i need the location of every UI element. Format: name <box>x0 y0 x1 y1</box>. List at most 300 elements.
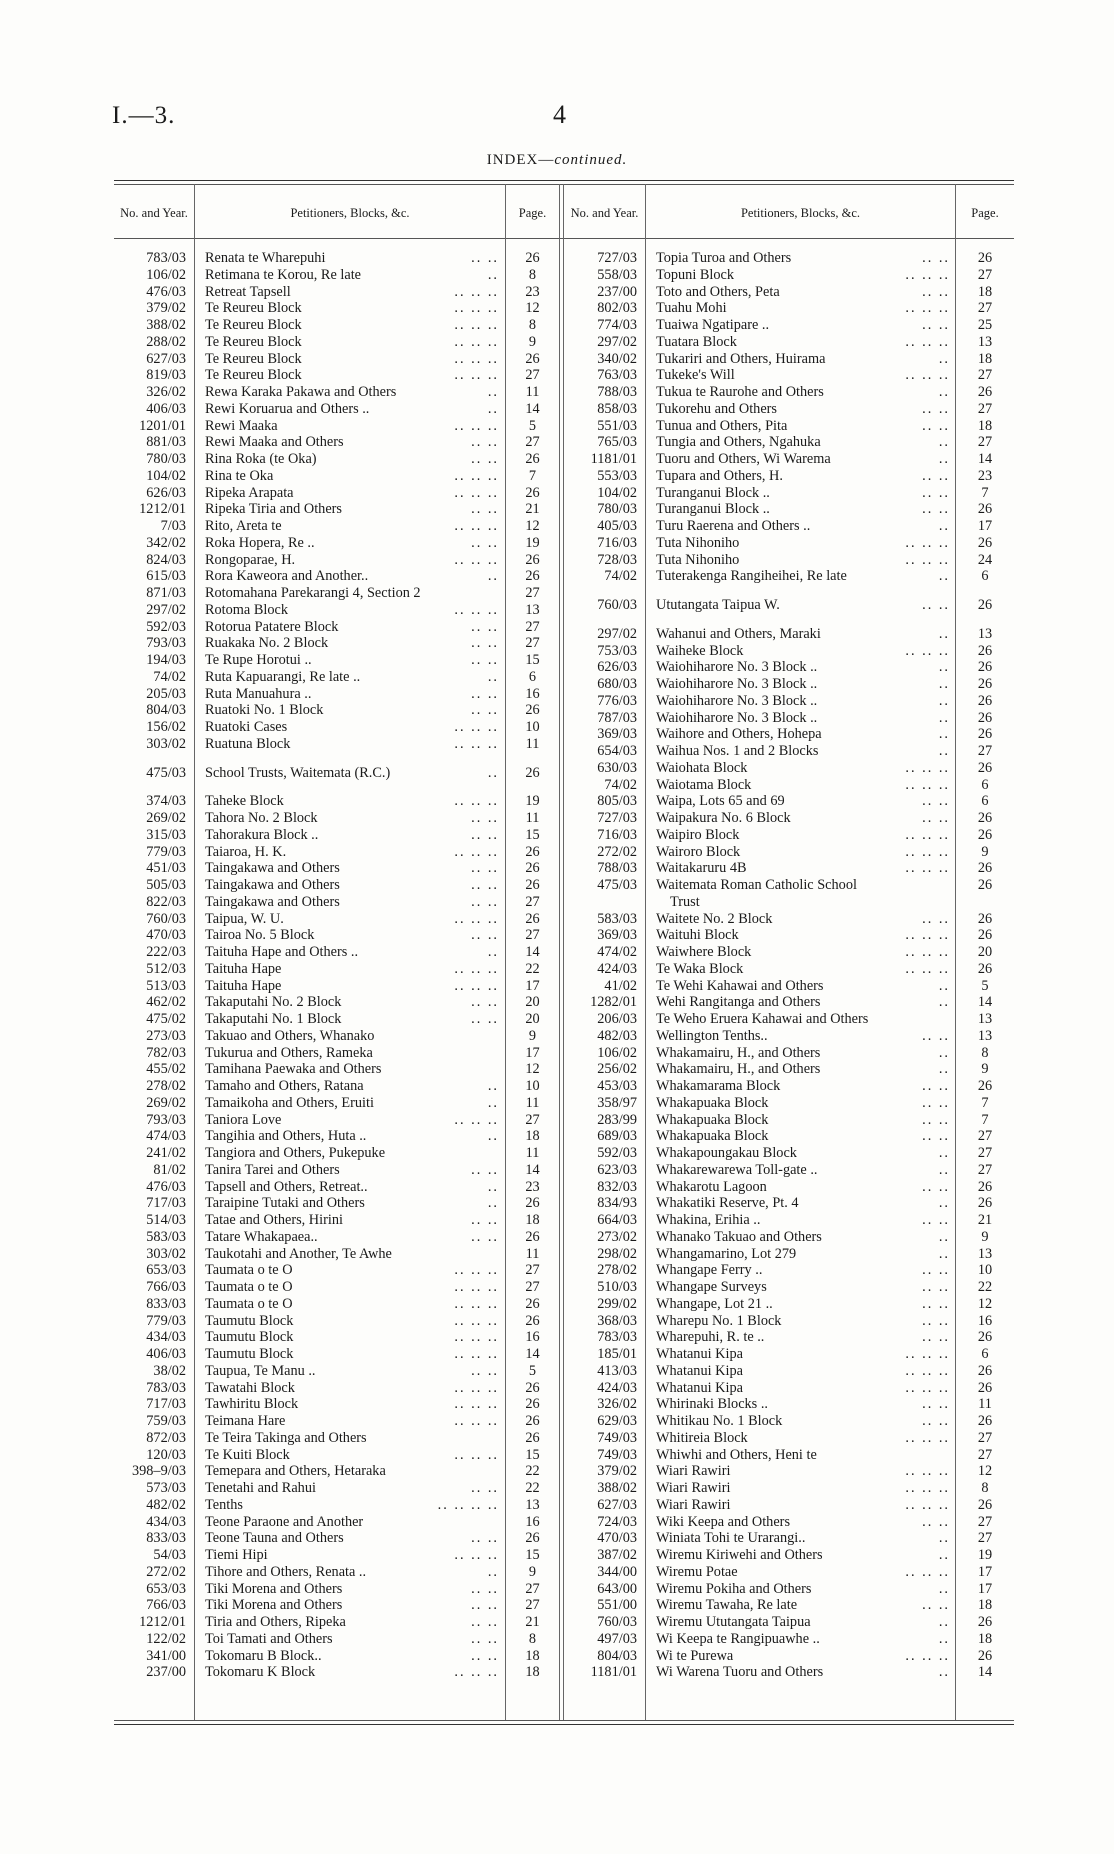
index-entry <box>564 1396 1014 1413</box>
entry-number: 344/00 <box>597 1563 637 1580</box>
entry-number: 341/00 <box>146 1647 186 1664</box>
entry-page: 17 <box>977 1580 993 1597</box>
entry-page: 26 <box>977 1413 993 1429</box>
leader-dots: .. .. .. <box>454 1379 499 1396</box>
entry-name: Te Weho Eruera Kahawai and Others <box>656 1011 869 1027</box>
entry-name: Taipua, W. U. <box>205 910 284 927</box>
entry-name: Taiaroa, H. K. <box>205 843 287 860</box>
entry-name: Ruakaka No. 2 Block <box>205 635 329 652</box>
entry-name: Wiremu Potae <box>656 1563 738 1580</box>
index-entry <box>564 1597 1014 1614</box>
leader-dots: .. .. <box>922 1262 950 1279</box>
entry-name: Te Waka Block <box>656 960 744 977</box>
entry-number: 340/02 <box>597 350 637 367</box>
leader-dots: .. <box>487 944 499 960</box>
entry-number: 120/03 <box>146 1446 186 1463</box>
entry-number: 74/02 <box>604 568 637 585</box>
leader-dots: .. .. .. <box>454 1547 499 1563</box>
index-entry <box>114 1011 559 1028</box>
leader-dots: .. .. <box>922 283 950 300</box>
entry-page: 18 <box>525 1664 540 1681</box>
entry-number: 727/03 <box>597 250 637 266</box>
entry-name: Whanako Takuao and Others <box>656 1228 822 1245</box>
entry-number: 765/03 <box>597 434 637 451</box>
entry-name: Waipiro Block <box>656 826 740 843</box>
leader-dots: .. .. <box>922 1178 950 1195</box>
entry-name: Waiheke Block <box>656 642 744 659</box>
leader-dots: .. <box>487 400 499 417</box>
entry-number: 627/03 <box>146 350 186 367</box>
header-petitioners-right: Petitioners, Blocks, &c. <box>740 206 861 220</box>
index-entry <box>564 597 1014 614</box>
entry-number: 782/03 <box>146 1044 186 1061</box>
index-entry <box>114 702 559 719</box>
index-entry <box>114 1028 559 1045</box>
entry-number: 629/03 <box>597 1413 637 1429</box>
entry-name: Tuaiwa Ngatipare .. <box>656 317 770 333</box>
leader-dots: .. .. .. <box>454 518 499 534</box>
leader-dots: .. .. .. <box>454 1396 499 1413</box>
entry-name: Waiohata Block <box>656 759 748 776</box>
index-entry <box>564 777 1014 794</box>
entry-page: 27 <box>525 367 540 384</box>
index-column-left <box>114 250 559 1681</box>
section-gap <box>564 614 1014 626</box>
entry-number: 106/02 <box>597 1044 637 1061</box>
index-entry <box>564 994 1014 1011</box>
entry-page: 7 <box>981 484 989 501</box>
entry-number: 104/02 <box>597 484 637 501</box>
entry-number: 278/02 <box>597 1262 637 1279</box>
index-entry <box>114 1447 559 1464</box>
entry-page: 26 <box>525 551 540 568</box>
index-entry <box>114 844 559 861</box>
entry-name: Whiwhi and Others, Heni te <box>656 1446 817 1463</box>
entry-name: Whakapuaka Block <box>656 1094 769 1111</box>
entry-name: Waituhi Block <box>656 927 739 944</box>
entry-name: Taingakawa and Others <box>205 877 340 893</box>
index-entry <box>114 1061 559 1078</box>
entry-name: Whangape Surveys <box>656 1279 767 1295</box>
entry-page: 5 <box>981 977 989 994</box>
entry-name: Ruatoki Cases <box>205 719 288 735</box>
index-entry <box>564 710 1014 727</box>
leader-dots: .. <box>938 692 950 709</box>
index-entry <box>564 1514 1014 1531</box>
entry-page: 5 <box>528 417 537 434</box>
title-continued: continued. <box>554 152 628 168</box>
index-entry <box>564 1246 1014 1263</box>
entry-page: 21 <box>525 1614 540 1630</box>
entry-name: Wi Keepa te Rangipuawhe .. <box>656 1630 820 1647</box>
leader-dots: .. <box>938 1664 950 1681</box>
index-entry <box>114 1547 559 1564</box>
entry-number: 434/03 <box>146 1513 186 1530</box>
entry-number: 1282/01 <box>590 994 637 1011</box>
entry-number: 475/02 <box>146 1011 186 1027</box>
leader-dots: .. .. <box>922 501 950 518</box>
entry-number: 1212/01 <box>139 1614 186 1630</box>
entry-name: Te Reureu Block <box>205 333 302 350</box>
index-entry <box>564 284 1014 301</box>
entry-page: 26 <box>525 1295 540 1312</box>
entry-number: 783/03 <box>146 1379 186 1396</box>
entry-page: 26 <box>525 1312 540 1329</box>
entry-page: 26 <box>525 877 540 893</box>
index-entry <box>564 1430 1014 1447</box>
entry-name: Tatare Whakapaea.. <box>205 1228 318 1245</box>
index-entry <box>114 585 559 602</box>
entry-page: 7 <box>528 467 537 484</box>
index-entry <box>114 501 559 518</box>
index-entry <box>114 434 559 451</box>
leader-dots: .. .. .. .. <box>437 1496 499 1513</box>
entry-number: 315/03 <box>146 826 186 843</box>
entry-number: 54/03 <box>153 1547 186 1563</box>
index-entry <box>114 765 559 782</box>
entry-number: 766/03 <box>146 1597 186 1614</box>
entry-number: 627/03 <box>597 1496 637 1513</box>
entry-name: Taingakawa and Others <box>205 860 340 877</box>
entry-page: 6 <box>528 668 537 685</box>
entry-number: 724/03 <box>597 1513 637 1530</box>
leader-dots: .. .. <box>471 1161 499 1178</box>
leader-dots: .. .. <box>922 793 950 810</box>
header-petitioners-left: Petitioners, Blocks, &c. <box>290 206 410 220</box>
leader-dots: .. .. <box>922 484 950 501</box>
leader-dots: .. .. <box>471 702 499 719</box>
index-entry <box>564 1296 1014 1313</box>
index-entry <box>564 1313 1014 1330</box>
entry-name: Toto and Others, Peta <box>656 283 780 300</box>
entry-name: Rewi Maaka and Others <box>205 434 344 451</box>
leader-dots: .. .. <box>471 994 499 1011</box>
leader-dots: .. <box>938 434 950 451</box>
index-entry <box>564 367 1014 384</box>
entry-name: Whirinaki Blocks .. <box>656 1396 768 1413</box>
entry-number: 793/03 <box>146 635 186 652</box>
entry-page: 27 <box>525 1111 540 1128</box>
index-entry <box>114 635 559 652</box>
entry-number: 872/03 <box>146 1429 186 1446</box>
leader-dots: .. .. <box>471 1530 499 1547</box>
entry-page: 26 <box>977 384 993 400</box>
entry-page: 18 <box>525 1212 540 1228</box>
title-main: INDEX— <box>486 152 555 168</box>
leader-dots: .. .. .. <box>454 1312 499 1329</box>
entry-name: Tuahu Mohi <box>656 300 727 317</box>
leader-dots: .. <box>938 451 950 467</box>
index-entry <box>564 1162 1014 1179</box>
page-reference: I.—3. <box>112 102 176 129</box>
entry-number: 760/03 <box>597 1614 637 1630</box>
entry-number: 237/00 <box>146 1664 186 1681</box>
entry-page: 13 <box>525 1496 540 1513</box>
entry-name: Waihua Nos. 1 and 2 Blocks <box>656 743 819 759</box>
entry-number: 780/03 <box>146 451 186 467</box>
entry-name: Te Kuiti Block <box>205 1446 290 1463</box>
header-page-right: Page. <box>971 206 999 220</box>
entry-page: 27 <box>525 585 540 601</box>
entry-number: 387/02 <box>597 1547 637 1563</box>
entry-page: 27 <box>525 635 540 652</box>
index-column-right <box>564 250 1014 1681</box>
leader-dots: .. .. <box>922 417 950 434</box>
index-entry <box>114 1614 559 1631</box>
entry-name: Rotoma Block <box>205 601 288 618</box>
index-entry <box>564 468 1014 485</box>
entry-page: 14 <box>525 1161 540 1178</box>
leader-dots: .. .. <box>922 1329 950 1346</box>
entry-page: 9 <box>528 1027 537 1044</box>
entry-name: Taheke Block <box>205 793 284 810</box>
leader-dots: .. <box>938 977 950 994</box>
entry-number: 749/03 <box>597 1446 637 1463</box>
index-entry <box>564 1329 1014 1346</box>
index-entry <box>114 1396 559 1413</box>
leader-dots: .. .. .. <box>905 300 950 317</box>
entry-number: 779/03 <box>146 1312 186 1329</box>
entry-page: 27 <box>525 893 540 910</box>
index-entry <box>564 334 1014 351</box>
entry-name: Tiki Morena and Others <box>205 1580 343 1597</box>
leader-dots: .. <box>938 1161 950 1178</box>
index-entry <box>114 518 559 535</box>
leader-dots: .. .. <box>922 1027 950 1044</box>
leader-dots: .. <box>938 384 950 400</box>
index-entry <box>564 1480 1014 1497</box>
entry-number: 303/02 <box>146 735 186 752</box>
section-gap <box>564 585 1014 597</box>
entry-number: 476/03 <box>146 283 186 300</box>
leader-dots: .. .. <box>471 927 499 944</box>
entry-page: 26 <box>977 960 993 977</box>
entry-page: 20 <box>977 944 993 960</box>
leader-dots: .. .. .. <box>454 977 499 994</box>
entry-name: Tangiora and Others, Pukepuke <box>205 1145 386 1161</box>
leader-dots: .. .. .. <box>454 283 499 300</box>
page-title <box>0 152 1114 169</box>
leader-dots: .. .. .. <box>454 1664 499 1681</box>
entry-page: 20 <box>525 1011 540 1027</box>
index-entry <box>564 1145 1014 1162</box>
index-entry <box>564 1061 1014 1078</box>
entry-page: 13 <box>977 333 993 350</box>
entry-page: 15 <box>525 1547 540 1563</box>
entry-number: 451/03 <box>146 860 186 877</box>
entry-number: 833/03 <box>146 1295 186 1312</box>
entry-page: 9 <box>528 333 537 350</box>
entry-name: Whatanui Kipa <box>656 1379 743 1396</box>
entry-name: Waiohiharore No. 3 Block .. <box>656 676 818 692</box>
entry-number: 474/02 <box>597 944 637 960</box>
entry-number: 206/03 <box>597 1011 637 1027</box>
entry-page: 26 <box>525 1379 540 1396</box>
leader-dots: .. .. .. <box>905 944 950 960</box>
entry-number: 406/03 <box>146 400 186 417</box>
leader-dots: .. .. .. <box>905 843 950 860</box>
index-entry <box>114 1279 559 1296</box>
entry-name: Taituha Hape and Others .. <box>205 944 359 960</box>
entry-number: 727/03 <box>597 810 637 826</box>
leader-dots: .. .. <box>471 685 499 702</box>
entry-page: 12 <box>525 518 540 534</box>
entry-page: 26 <box>525 764 540 781</box>
entry-page: 26 <box>525 910 540 927</box>
index-entry <box>564 1028 1014 1045</box>
entry-page: 27 <box>525 618 540 635</box>
entry-name: Taumata o te O <box>205 1262 293 1279</box>
header-page-left: Page. <box>518 206 547 220</box>
entry-name: Tenetahi and Rahui <box>205 1480 316 1496</box>
leader-dots: .. .. .. <box>454 1413 499 1429</box>
entry-number: 717/03 <box>146 1195 186 1212</box>
entry-number: 283/99 <box>597 1111 637 1128</box>
entry-page: 17 <box>977 518 993 534</box>
index-entry <box>114 669 559 686</box>
leader-dots: .. .. <box>471 1580 499 1597</box>
entry-page: 26 <box>525 484 540 501</box>
entry-page: 27 <box>525 1279 540 1295</box>
entry-number: 776/03 <box>597 692 637 709</box>
leader-dots: .. .. .. <box>454 551 499 568</box>
entry-number: 615/03 <box>146 568 186 585</box>
index-entry <box>564 1648 1014 1665</box>
index-entry <box>114 1313 559 1330</box>
index-entry <box>564 978 1014 995</box>
leader-dots: .. .. .. <box>905 927 950 944</box>
leader-dots: .. .. <box>471 1614 499 1630</box>
entry-name: Te Reureu Block <box>205 367 302 384</box>
entry-page: 5 <box>528 1362 537 1379</box>
entry-name: Whangape, Lot 21 .. <box>656 1295 773 1312</box>
entry-page: 26 <box>977 877 993 893</box>
entry-page: 27 <box>977 1513 993 1530</box>
entry-page: 26 <box>525 1228 540 1245</box>
entry-page: 14 <box>977 994 993 1011</box>
leader-dots: .. .. <box>471 250 499 266</box>
entry-number: 374/03 <box>146 793 186 810</box>
entry-page: 26 <box>977 1178 993 1195</box>
entry-number: 38/02 <box>153 1362 186 1379</box>
entry-name: Teimana Hare <box>205 1413 286 1429</box>
leader-dots: .. <box>487 1178 499 1195</box>
entry-name: Wiki Keepa and Others <box>656 1513 791 1530</box>
index-entry <box>564 1279 1014 1296</box>
index-entry <box>564 1614 1014 1631</box>
index-entry <box>114 1597 559 1614</box>
index-entry <box>114 1430 559 1447</box>
leader-dots: .. <box>938 1061 950 1078</box>
entry-number: 805/03 <box>597 793 637 810</box>
index-entry <box>114 1262 559 1279</box>
index-entry <box>564 250 1014 267</box>
leader-dots: .. .. .. <box>454 1329 499 1346</box>
entry-number: 573/03 <box>146 1480 186 1496</box>
leader-dots: .. .. <box>471 1362 499 1379</box>
entry-name: Whakamairu, H., and Others <box>656 1061 821 1078</box>
index-entry <box>564 1530 1014 1547</box>
entry-name: Wiremu Tawaha, Re late <box>656 1597 798 1614</box>
entry-number: 788/03 <box>597 860 637 877</box>
index-entry <box>564 1547 1014 1564</box>
leader-dots: .. <box>938 1614 950 1630</box>
entry-page: 6 <box>981 1346 989 1362</box>
entry-number: 680/03 <box>597 676 637 692</box>
entry-page: 27 <box>525 1262 540 1279</box>
entry-name: Ruatuna Block <box>205 735 291 752</box>
entry-number: 453/03 <box>597 1078 637 1094</box>
index-entry <box>564 659 1014 676</box>
leader-dots: .. .. .. <box>905 1429 950 1446</box>
leader-dots: .. .. .. <box>905 759 950 776</box>
entry-name: Retimana te Korou, Re late <box>205 266 362 283</box>
entry-page: 8 <box>528 266 537 283</box>
entry-page: 6 <box>981 793 989 810</box>
entry-name: Whakapuaka Block <box>656 1128 769 1145</box>
entry-name: Taumata o te O <box>205 1295 293 1312</box>
entry-name: Turanganui Block .. <box>656 501 770 518</box>
entry-page: 27 <box>977 1161 993 1178</box>
leader-dots: .. <box>487 1195 499 1212</box>
leader-dots: .. <box>938 1580 950 1597</box>
entry-name: Taupua, Te Manu .. <box>205 1362 316 1379</box>
entry-number: 413/03 <box>597 1362 637 1379</box>
entry-name: Rewa Karaka Pakawa and Others <box>205 384 397 400</box>
index-entry <box>114 1128 559 1145</box>
leader-dots: .. .. .. <box>905 1480 950 1496</box>
entry-number: 405/03 <box>597 518 637 534</box>
entry-page: 26 <box>977 642 993 659</box>
entry-number: 760/03 <box>597 597 637 613</box>
entry-number: 514/03 <box>146 1212 186 1228</box>
index-entry <box>564 1262 1014 1279</box>
entry-name: Tungia and Others, Ngahuka <box>656 434 821 451</box>
entry-name: Tamaikoha and Others, Eruiti <box>205 1094 374 1111</box>
entry-name: Wiremu Kiriwehi and Others <box>656 1547 823 1563</box>
entry-name: Whakarotu Lagoon <box>656 1178 767 1195</box>
entry-page: 26 <box>525 1413 540 1429</box>
entry-name: Tokomaru K Block <box>205 1664 316 1681</box>
index-entry <box>114 978 559 995</box>
entry-number: 804/03 <box>597 1647 637 1664</box>
entry-number: 553/03 <box>597 467 637 484</box>
entry-page: 22 <box>525 1463 540 1480</box>
entry-number: 156/02 <box>146 719 186 735</box>
entry-page: 24 <box>977 551 993 568</box>
leader-dots: .. .. .. <box>905 367 950 384</box>
leader-dots: .. .. <box>922 1094 950 1111</box>
leader-dots: .. .. <box>922 1212 950 1228</box>
entry-number: 783/03 <box>597 1329 637 1346</box>
entry-name: Tukorehu and Others <box>656 400 777 417</box>
leader-dots: .. .. <box>471 1647 499 1664</box>
entry-name: Te Rupe Horotui .. <box>205 652 312 668</box>
rule-bottom <box>114 1724 1014 1725</box>
leader-dots: .. .. .. <box>454 735 499 752</box>
leader-dots: .. .. <box>922 910 950 927</box>
leader-dots: .. .. .. <box>454 910 499 927</box>
leader-dots: .. .. .. <box>905 860 950 877</box>
entry-page: 26 <box>977 1379 993 1396</box>
leader-dots: .. .. <box>922 1513 950 1530</box>
leader-dots: .. .. <box>471 826 499 843</box>
index-entry <box>114 1497 559 1514</box>
entry-number: 793/03 <box>146 1111 186 1128</box>
index-entry <box>114 552 559 569</box>
entry-number: 832/03 <box>597 1178 637 1195</box>
entry-name: Ututangata Taipua W. <box>656 597 780 613</box>
